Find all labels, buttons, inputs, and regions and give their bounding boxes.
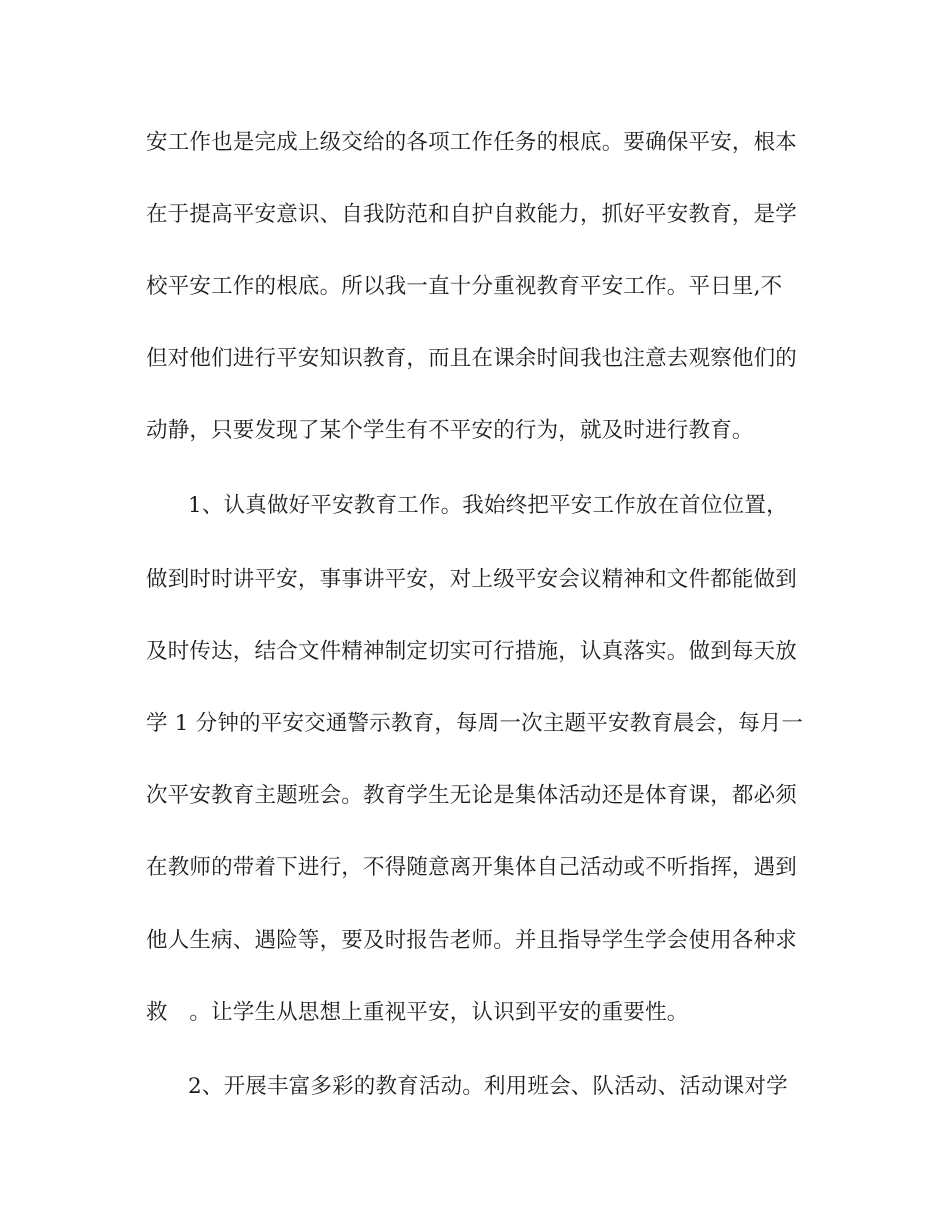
text-line: 他人生病、遇险等，要及时报告老师。并且指导学生学会使用各种求 (146, 928, 798, 953)
text-line: 安工作也是完成上级交给的各项工作任务的根底。要确保平安，根本 (146, 130, 798, 155)
text-line: 动静，只要发现了某个学生有不平安的行为，就及时进行教育。 (146, 418, 754, 443)
text-line: 2、开展丰富多彩的教育活动。利用班会、队活动、活动课对学 (188, 1074, 788, 1099)
text-line: 在于提高平安意识、自我防范和自护自救能力，抓好平安教育，是学 (146, 202, 798, 227)
text-line: 在教师的带着下进行，不得随意离开集体自己活动或不听指挥，遇到 (146, 855, 798, 880)
text-line: 救 。让学生从思想上重视平安，认识到平安的重要性。 (146, 1000, 689, 1025)
text-line: 1、认真做好平安教育工作。我始终把平安工作放在首位位置， (188, 493, 788, 518)
text-line: 做到时时讲平安，事事讲平安，对上级平安会议精神和文件都能做到 (146, 567, 798, 592)
text-line: 学 1 分钟的平安交通警示教育，每周一次主题平安教育晨会，每月一 (146, 711, 804, 736)
text-line: 及时传达，结合文件精神制定切实可行措施，认真落实。做到每天放 (146, 639, 798, 664)
text-line: 校平安工作的根底。所以我一直十分重视教育平安工作。平日里,不 (146, 274, 783, 299)
text-line: 次平安教育主题班会。教育学生无论是集体活动还是体育课，都必须 (146, 783, 798, 808)
text-line: 但对他们进行平安知识教育，而且在课余时间我也注意去观察他们的 (146, 346, 798, 371)
